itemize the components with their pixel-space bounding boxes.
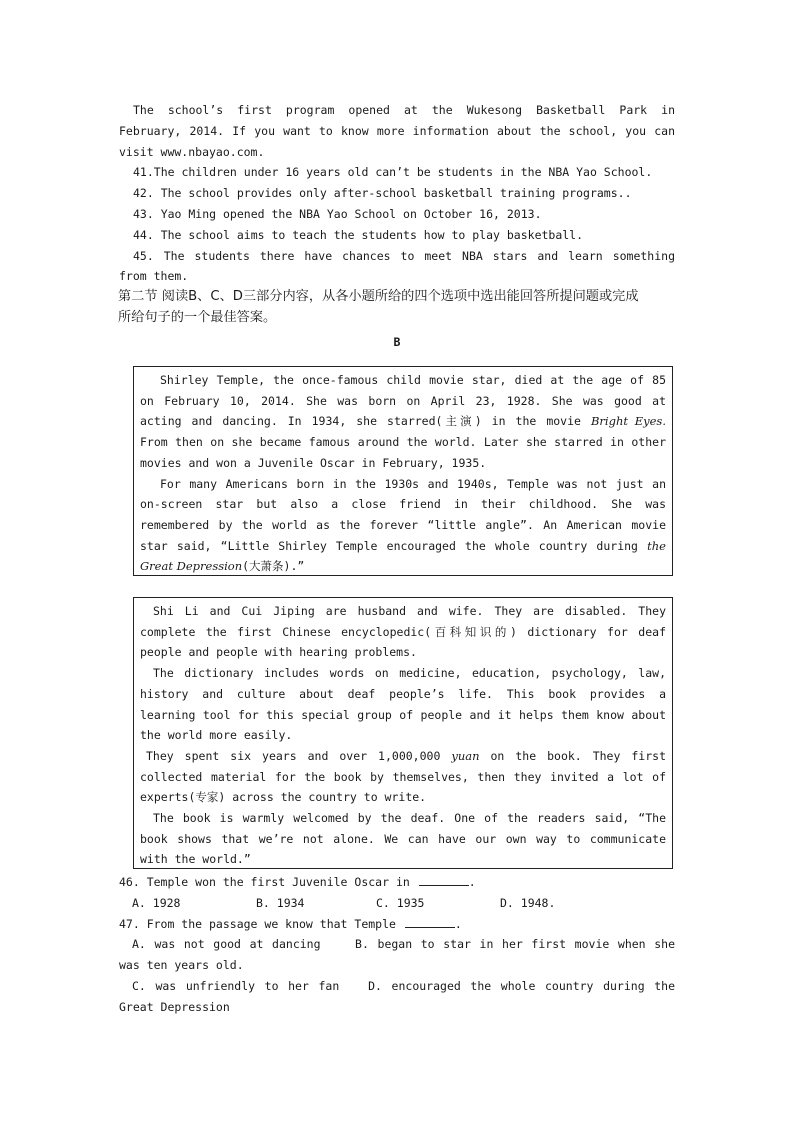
passage-line: movies and won a Juvenile Oscar in February, 1935. bbox=[140, 455, 487, 470]
yuan-word: yuan bbox=[451, 748, 480, 763]
question-47-b-cont: was ten years old. bbox=[119, 958, 244, 973]
passage-line: on February 10, 2014. She was born on April 23, 1928. She was good at bbox=[140, 393, 666, 408]
question-47-cd bbox=[119, 976, 675, 997]
option-b[interactable]: B. began to star in her first movie when she bbox=[355, 937, 676, 952]
intro-line: The school’s first program opened at the Wukesong Basketball Park in bbox=[133, 103, 675, 117]
option-d[interactable]: D. 1948. bbox=[500, 895, 556, 910]
passage-line: on-screen star but also a close friend in their childhood. She was bbox=[140, 497, 666, 512]
question-47-ab bbox=[119, 934, 675, 955]
passage-line: Shirley Temple, the once-famous child movie star, died at the age of 85 bbox=[160, 373, 666, 387]
section-instruction: 所给句子的一个最佳答案。 bbox=[118, 309, 277, 325]
passage-line: From then on she became famous around the world. Later she starred in other bbox=[140, 435, 666, 450]
passage-line: with the world.” bbox=[140, 852, 251, 867]
intro-line: visit www.nbayao.com. bbox=[119, 144, 265, 159]
statement-42: 42. The school provides only after-school basketball training programs.. bbox=[133, 186, 632, 201]
option-a[interactable]: A. was not good at dancing bbox=[132, 937, 321, 952]
passage-line: The book is warmly welcomed by the deaf. One of the readers said, “The bbox=[153, 811, 666, 826]
statement-45-cont: from them. bbox=[119, 269, 189, 284]
question-47-d-cont: Great Depression bbox=[119, 999, 230, 1014]
passage-line: complete the first Chinese encyclopedic(百科知识的) dictionary for deaf bbox=[140, 624, 666, 639]
section-heading-b: B bbox=[393, 335, 401, 350]
exam-page bbox=[119, 100, 675, 352]
passage-line: history and culture about deaf people’s life. This book provides a bbox=[140, 686, 666, 701]
intro-line: February, 2014. If you want to know more information about the school, you can bbox=[119, 123, 675, 138]
passage-line: Shi Li and Cui Jiping are husband and wife. They are disabled. They bbox=[153, 604, 666, 618]
option-b[interactable]: B. 1934 bbox=[256, 895, 305, 910]
statement-44: 44. The school aims to teach the students how to play basketball. bbox=[133, 227, 584, 242]
question-47: 47. From the passage we know that Temple . bbox=[119, 916, 462, 931]
passage-line: remembered by the world as the forever “little angle”. An American movie bbox=[140, 517, 666, 532]
questions bbox=[119, 872, 675, 1018]
passage-line: The dictionary includes words on medicine, education, psychology, law, bbox=[153, 666, 666, 681]
option-a[interactable]: A. 1928 bbox=[132, 895, 181, 910]
passage-line: Great Depression(大萧条).” bbox=[140, 559, 305, 574]
answer-blank[interactable] bbox=[405, 915, 455, 928]
passage-line: book shows that we’re not alone. We can have our own way to communicate bbox=[140, 831, 666, 846]
answer-blank[interactable] bbox=[419, 873, 469, 886]
great-depression: Great Depression bbox=[140, 559, 243, 574]
option-c[interactable]: C. was unfriendly to her fan bbox=[132, 978, 340, 993]
option-c[interactable]: C. 1935 bbox=[376, 895, 425, 910]
option-d[interactable]: D. encouraged the whole country during the bbox=[368, 978, 675, 993]
question-46-options bbox=[119, 893, 675, 914]
section-instruction: 第二节 阅读B、C、D三部分内容，从各小题所给的四个选项中选出能回答所提问题或完成 bbox=[118, 289, 639, 305]
movie-title: Bright Eyes. bbox=[590, 414, 666, 429]
statement-45: 45. The students there have chances to meet NBA stars and learn something bbox=[133, 248, 675, 263]
passage-line: collected material for the book by themselves, then they invited a lot of bbox=[140, 769, 666, 784]
passage-line: the world more easily. bbox=[140, 728, 293, 743]
passage-line: people and people with hearing problems. bbox=[140, 645, 417, 660]
passage-line: experts(专家) across the country to write. bbox=[140, 790, 427, 805]
passage-line: They spent six years and over 1,000,000 yuan on the book. They first bbox=[146, 748, 666, 763]
passage-line: star said, “Little Shirley Temple encouraged the whole country during the bbox=[140, 538, 666, 553]
passage-b-box bbox=[133, 366, 673, 576]
passage-line: learning tool for this special group of people and it helps them know about bbox=[140, 707, 666, 722]
statement-43: 43. Yao Ming opened the NBA Yao School on October 16, 2013. bbox=[133, 206, 542, 221]
statement-41: 41.The children under 16 years old can’t be students in the NBA Yao School. bbox=[133, 165, 653, 180]
passage-c-box bbox=[133, 597, 673, 869]
question-46: 46. Temple won the first Juvenile Oscar in . bbox=[119, 875, 476, 889]
passage-line: For many Americans born in the 1930s and 1940s, Temple was not just an bbox=[160, 476, 666, 491]
passage-line: acting and dancing. In 1934, she starred(主演) in the movie Bright Eyes. bbox=[140, 414, 666, 429]
italic-the: the bbox=[647, 538, 666, 553]
